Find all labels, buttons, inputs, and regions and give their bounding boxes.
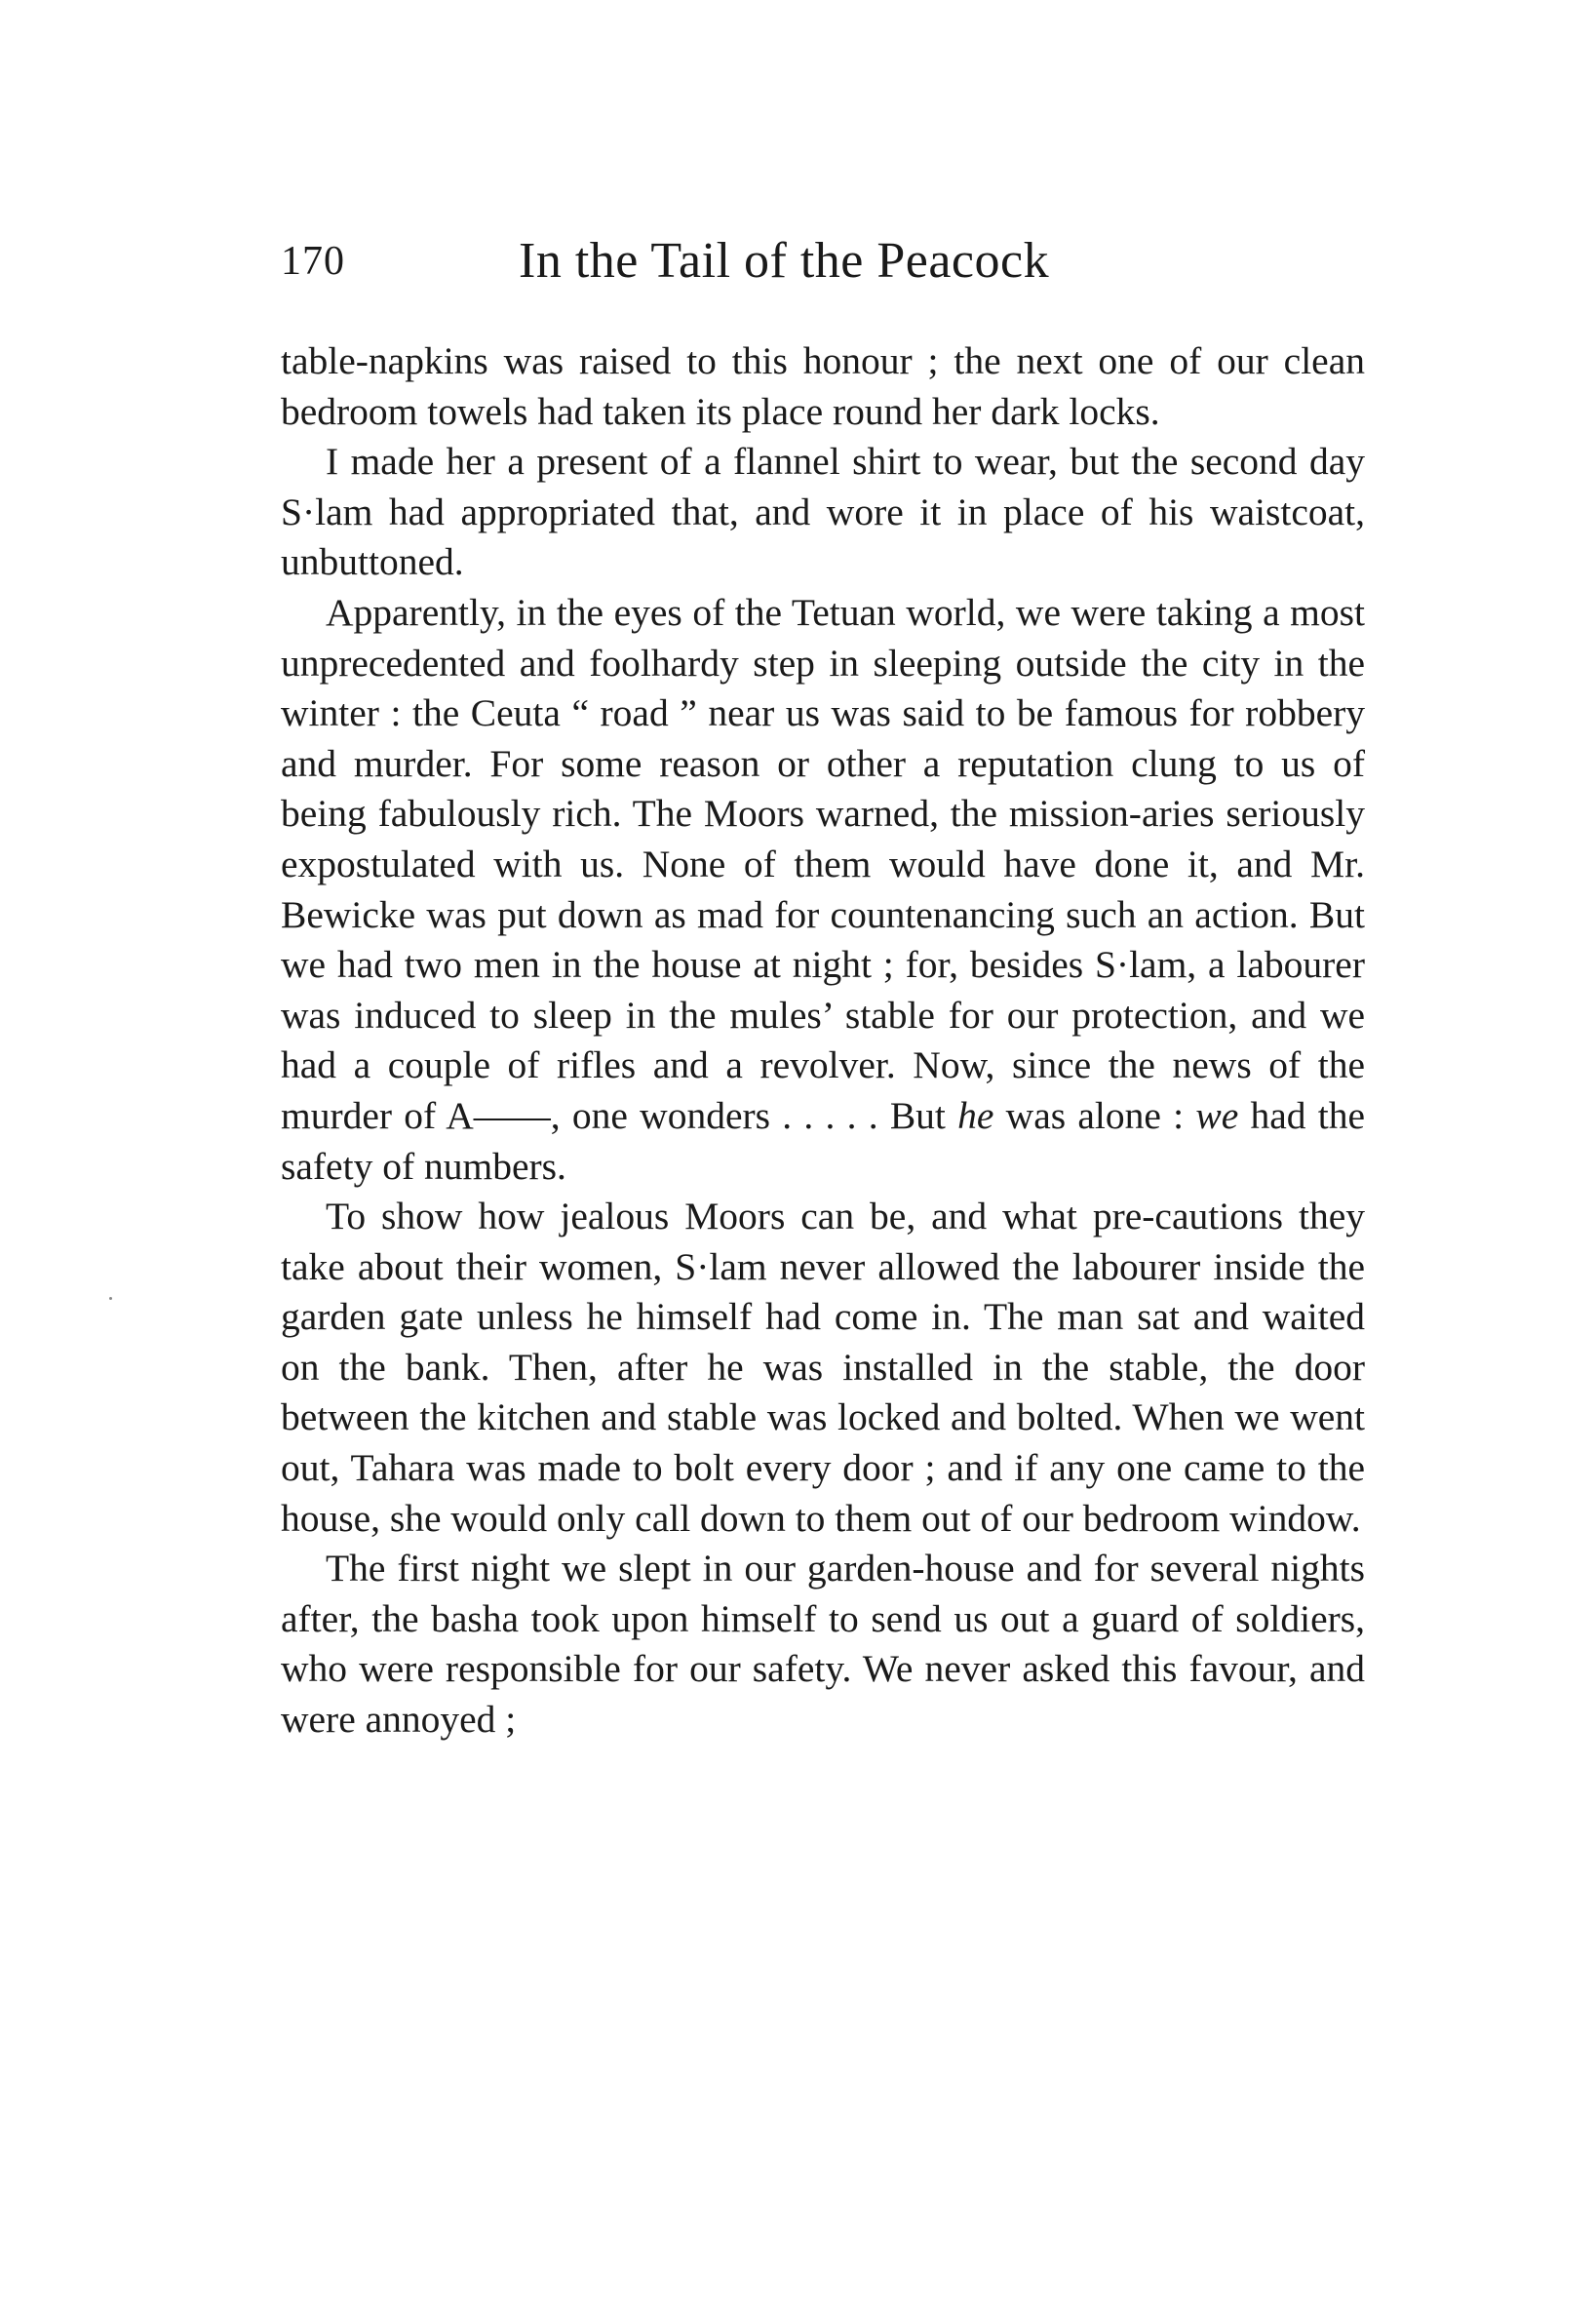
paragraph-4: To show how jealous Moors can be, and what pre-cautions they take about their women, S·lam never allowed the labourer inside the garden gate unless he himself had come in. The man sat and waited on the bank. Then, after he was installed in the stable, the door between the kitchen and stable was locked and bolted. When we went out, Tahara was made to bolt every door ; and if any one came to the house, she would only call down to them out of our bedroom window. bbox=[281, 1195, 1365, 1540]
paragraph-3-end: had the safety of numbers. bbox=[281, 1093, 1366, 1188]
running-title: In the Tail of the Peacock bbox=[519, 233, 1050, 289]
paragraph-5: The first night we slept in our garden-house and for several nights after, the basha took upon himself to send us out a guard of soldiers, who were responsible for our safety. We never asked this favour, and were annoyed ; bbox=[281, 1547, 1365, 1742]
paragraph-3-emphasis-he: he bbox=[957, 1093, 994, 1137]
paragraph-3-text: Apparently, in the eyes of the Tetuan world, we were taking a most unprecedented and foolhardy step in sleeping outside the city in the winter : the Ceuta “ road ” near us was said to be famous for robbery and murder. For some reason or other a reputation clung to us of being fabulously rich. The Moors warned, the mission-aries seriously expostulated with us. None of them would have done it, and Mr. Bewicke was put down as mad for countenancing such an action. But we had two men in the house at night ; for, besides S·lam, a labourer was induced to sleep in the mules’ stable for our protection, and we had a couple of rifles and a revolver. Now, since the news of the murder of A——, one wonders . . . . . But bbox=[281, 590, 1365, 1137]
paragraph-1: table-napkins was raised to this honour ; the next one of our clean bedroom towels had taken its place round her dark locks. bbox=[281, 339, 1365, 433]
running-head bbox=[281, 232, 1363, 300]
paragraph-3 bbox=[281, 588, 1365, 1192]
paragraph-3-middle: was alone : bbox=[993, 1093, 1196, 1137]
paragraph-2: I made her a present of a flannel shirt to wear, but the second day S·lam had appropriated that, and wore it in place of his waistcoat, unbuttoned. bbox=[281, 440, 1365, 584]
paper-speck bbox=[109, 1297, 112, 1300]
paragraph-3-emphasis-we: we bbox=[1195, 1093, 1239, 1137]
body-text bbox=[281, 336, 1365, 1746]
page-number: 170 bbox=[281, 239, 345, 284]
